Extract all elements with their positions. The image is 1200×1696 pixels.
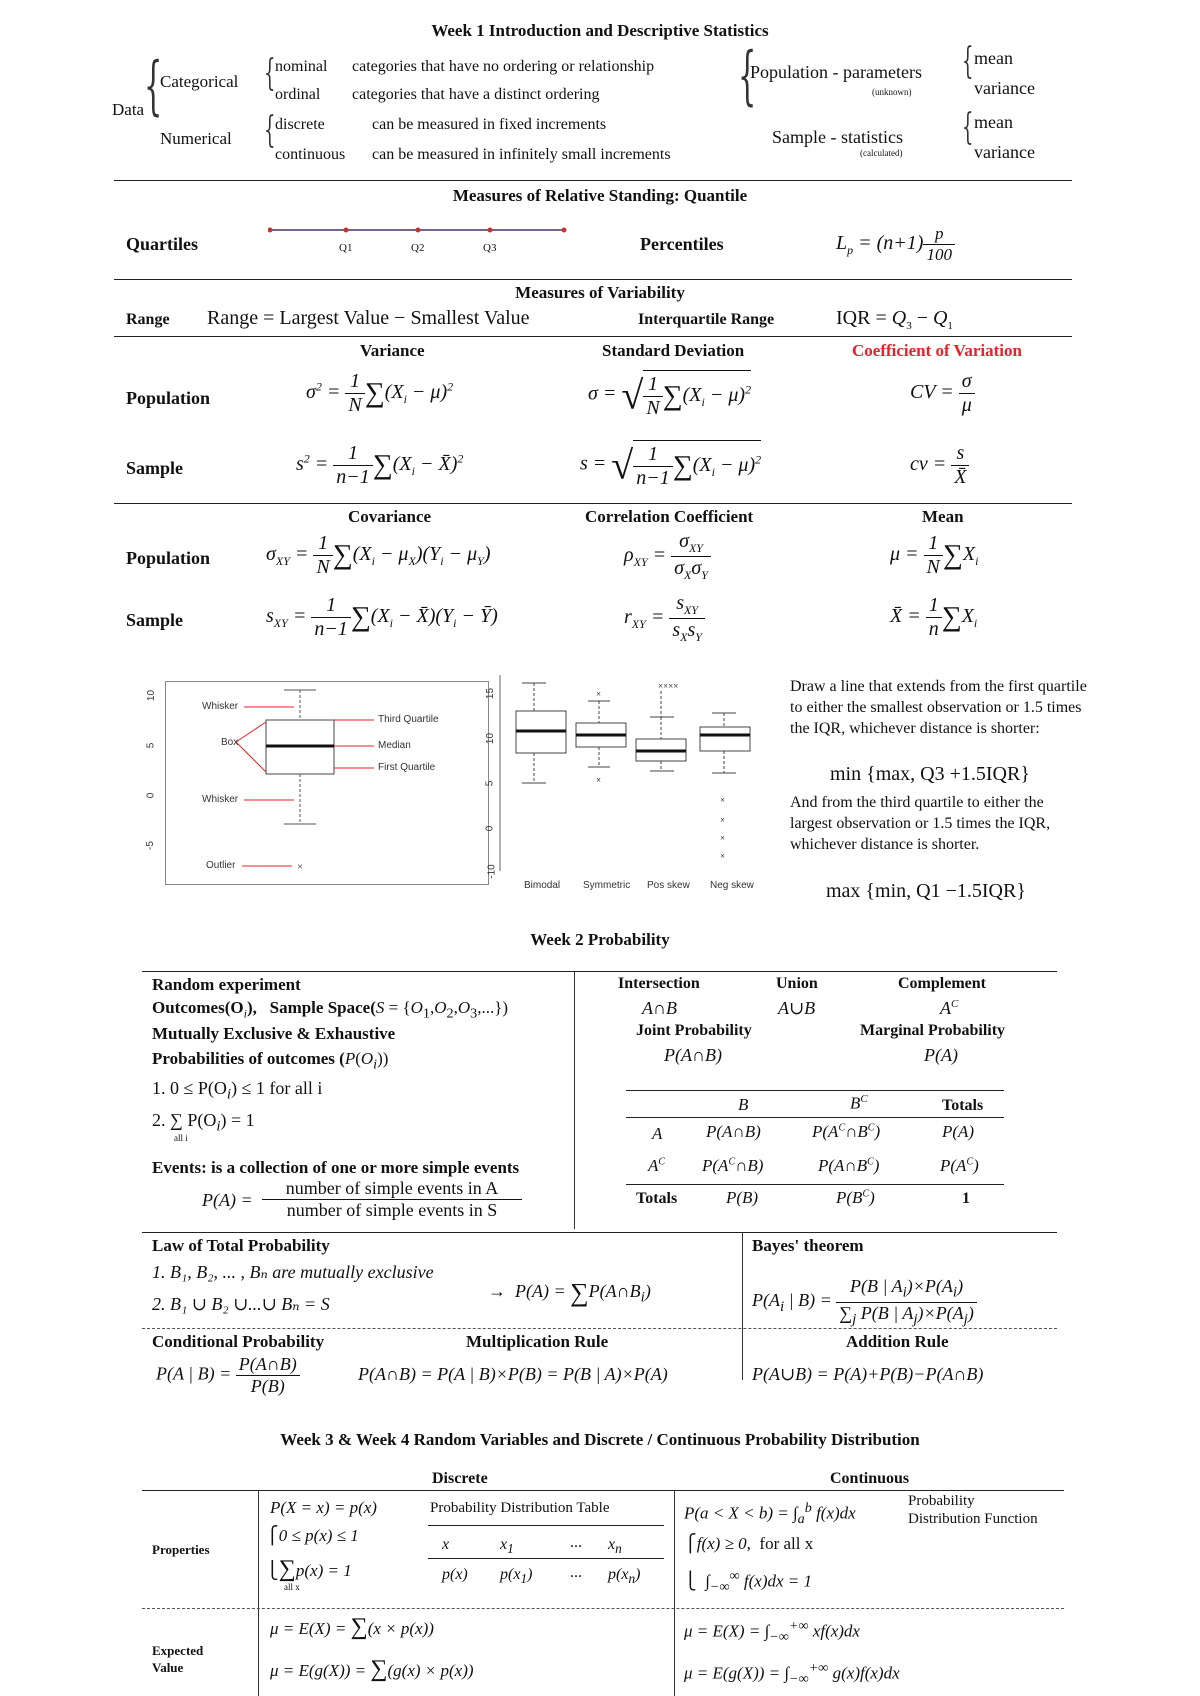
- divider: [428, 1525, 664, 1526]
- prob-outcomes-line: Probabilities of outcomes $(P(O_i))$: [152, 1049, 389, 1073]
- cv-header: Coefficient of Variation: [852, 341, 1022, 360]
- p-a-denominator: number of simple events in S: [286, 1200, 498, 1220]
- union-label: Union: [776, 975, 818, 992]
- addition-label: Addition Rule: [846, 1332, 949, 1351]
- type-ordinal: ordinal: [275, 86, 321, 103]
- pop-sample-brace: {: [738, 39, 757, 113]
- pop-cv-formula: CV = $\frac{\sigma}{\mu}$: [910, 370, 975, 417]
- range-label: Range: [126, 311, 170, 328]
- divider: [674, 1490, 675, 1696]
- pdt-dots-2: ...: [570, 1564, 582, 1581]
- rule1-start: 1. 0 ≤ P(O: [152, 1078, 227, 1098]
- box-label: Box: [221, 737, 239, 748]
- svg-text:×: ×: [720, 815, 726, 825]
- mutually-exclusive: Mutually Exclusive & Exhaustive: [152, 1024, 396, 1043]
- pmf-property-2: ⎩∑p(x) = 1: [266, 1556, 352, 1582]
- divider: [142, 1232, 1057, 1233]
- y-tick: 5: [145, 742, 157, 749]
- total-prob-label: Law of Total Probability: [152, 1236, 330, 1255]
- week1-title: Week 1 Introduction and Descriptive Statistics: [431, 21, 769, 40]
- divider: [114, 279, 1072, 280]
- q3-label: Q3: [483, 242, 497, 254]
- table-cell: P(A): [942, 1122, 975, 1141]
- whisker-bottom-label: Whisker: [202, 794, 239, 805]
- p-a-label: P(A) =: [202, 1190, 253, 1210]
- type-continuous-desc: can be measured in infinitely small increments: [372, 146, 671, 163]
- type-nominal: nominal: [275, 58, 328, 75]
- p-a-fraction: [262, 1178, 522, 1221]
- table-cell: $P(A^C)$: [940, 1156, 979, 1175]
- discrete-expected-formula: μ = E(X) = ∑(x × p(x)): [270, 1614, 434, 1640]
- divider: [742, 1232, 743, 1380]
- sample-variance: variance: [974, 142, 1035, 162]
- divider: [114, 180, 1072, 181]
- divider: [258, 1490, 259, 1696]
- pop-mean: mean: [974, 48, 1013, 68]
- discrete-header: Discrete: [432, 1470, 488, 1487]
- rule2-end: ) = 1: [220, 1110, 255, 1130]
- pdt-pxn: $p(x_n)$: [608, 1566, 641, 1587]
- prob-outcomes-label: Probabilities of outcomes (: [152, 1049, 345, 1068]
- expected-value-label: [152, 1642, 203, 1676]
- total-prob-formula: → $P(A) = \sum P(A\cap B_i)$: [488, 1278, 651, 1307]
- numerical-brace: {: [264, 110, 276, 151]
- divider: [114, 503, 1072, 504]
- sample-label: Sample - statistics: [772, 127, 903, 147]
- pop-brace: {: [962, 41, 974, 82]
- sample-cv-formula: cv = $\frac{s}{X̄}$: [910, 442, 969, 489]
- categorical-brace: {: [264, 53, 276, 94]
- pdt-x1: $x_1$: [500, 1536, 514, 1557]
- pdf-property-1: ⎧f(x) ≥ 0, for all x: [684, 1534, 814, 1553]
- prob-rule-1: 1. $0 \le P(O_i) \le 1$ for all i: [152, 1078, 323, 1103]
- divider: [142, 1328, 1057, 1329]
- quartiles-label: Quartiles: [126, 234, 198, 254]
- multiplication-formula: P(A∩B) = P(A | B)×P(B) = P(B | A)×P(A): [358, 1364, 668, 1384]
- type-ordinal-desc: categories that have a distinct ordering: [352, 86, 600, 103]
- percentiles-label: Percentiles: [640, 234, 724, 254]
- first-quartile-label: First Quartile: [378, 762, 436, 773]
- table-col-b: B: [738, 1095, 749, 1114]
- pdt-xn: $x_n$: [608, 1536, 622, 1557]
- pop-sd-formula: σ = √ $\frac{1}{N}$ $\sum(X_i - \mu)^2$: [588, 370, 751, 420]
- divider: [114, 336, 1072, 337]
- type-continuous: continuous: [275, 146, 346, 163]
- y-tick-2: 0: [484, 825, 496, 832]
- pdf-label-1: Probability: [908, 1493, 975, 1509]
- total-prob-1: 1. B₁, B₂, ... , Bₙ are mutually exclusive: [152, 1262, 434, 1282]
- population-row-label: Population: [126, 388, 211, 408]
- population-row-label-2: Population: [126, 548, 211, 568]
- outcomes-line: $Outcomes(O_i)$, Sample Space(S = $\{O_1,O_2,O_3,...\}$): [152, 998, 509, 1022]
- x-label-neg-skew: Neg skew: [710, 880, 754, 891]
- table-row-totals: Totals: [636, 1190, 678, 1207]
- complement-symbol: $A^C$: [940, 998, 959, 1018]
- p-a-numerator: number of simple events in A: [262, 1178, 522, 1200]
- marginal-probability-symbol: P(A): [924, 1045, 958, 1065]
- table-cell: P(A∩B): [706, 1122, 761, 1141]
- prob-rule-2: 2. ∑ $P(O_i) = 1$: [152, 1110, 255, 1135]
- table-cell: $P(B^C)$: [836, 1188, 875, 1207]
- pop-covariance-formula: $\sigma_{XY}$ = $\frac{1}{N}$ $\sum(X_i - \mu_X)(Y_i - \mu_Y)$: [266, 532, 491, 578]
- boxplot-anatomy-svg: [166, 682, 488, 884]
- joint-probability-label: Joint Probability: [636, 1022, 752, 1039]
- y-tick-2: 5: [484, 780, 496, 787]
- continuous-expected-formula: $\mu = E(X) = \int_{-\infty}^{+\infty}$ xf(x)dx: [684, 1618, 860, 1646]
- categorical-label: Categorical: [160, 72, 239, 91]
- continuous-header: Continuous: [830, 1470, 910, 1487]
- whisker-rule-formula-2: max {min, Q1 −1.5IQR}: [826, 880, 1026, 902]
- sample-row-label-2: Sample: [126, 610, 184, 630]
- y-tick: 10: [146, 689, 158, 702]
- numerical-label: Numerical: [160, 129, 232, 148]
- addition-formula: P(A∪B) = P(A)+P(B)−P(A∩B): [752, 1364, 984, 1384]
- whisker-rule-formula-1: min {max, Q3 +1.5IQR}: [830, 763, 1030, 785]
- table-col-totals: Totals: [942, 1097, 984, 1114]
- data-brace: {: [144, 49, 163, 123]
- q1-label: Q1: [339, 242, 353, 254]
- variability-title: Measures of Variability: [515, 283, 685, 302]
- x-label-bimodal: Bimodal: [524, 880, 561, 891]
- sample-space-label: Sample Space(: [269, 998, 376, 1017]
- conditional-label: Conditional Probability: [152, 1332, 325, 1351]
- outlier-label: Outlier: [206, 860, 236, 871]
- week2-title: Week 2 Probability: [530, 930, 670, 949]
- pdt-px: p(x): [442, 1566, 468, 1583]
- pdf-label: [908, 1492, 1038, 1528]
- y-tick-2: 10: [485, 732, 497, 745]
- correlation-header: Correlation Coefficient: [585, 507, 754, 526]
- mean-header: Mean: [922, 507, 964, 526]
- y-tick: 0: [145, 792, 157, 799]
- svg-text:×: ×: [720, 795, 726, 805]
- boxplot-distributions-svg: [498, 675, 788, 873]
- whisker-top-label: Whisker: [202, 701, 239, 712]
- multiplication-label: Multiplication Rule: [466, 1332, 609, 1351]
- svg-text:×: ×: [596, 689, 602, 699]
- total-prob-2: 2. B₁ ∪ B₂ ∪...∪ Bₙ = S: [152, 1294, 330, 1314]
- y-tick-2: -10: [486, 864, 498, 879]
- sample-mean-formula: X̄ = $\frac{1}{n}$ $\sum X_i$: [890, 594, 978, 640]
- population-note: (unknown): [872, 87, 912, 97]
- joint-probability-symbol: P(A∩B): [664, 1045, 722, 1065]
- sample-brace: {: [962, 107, 974, 148]
- svg-text:××××: ××××: [658, 681, 679, 691]
- boxplot-anatomy-figure: [165, 681, 489, 885]
- expected-label: Expected: [152, 1643, 204, 1658]
- whisker-rule-text-1: Draw a line that extends from the first quartile to either the smallest observation or 1.5 times the IQR, whichever distance is shorter:: [790, 678, 1087, 737]
- properties-label: Properties: [152, 1542, 210, 1557]
- x-label-pos-skew: Pos skew: [647, 880, 690, 891]
- intersection-symbol: A∩B: [642, 998, 677, 1018]
- table-cell: $P(A^C\cap B)$: [702, 1156, 764, 1175]
- value-label: Value: [152, 1660, 184, 1675]
- divider: [142, 971, 1057, 972]
- events-definition: Events: is a collection of one or more simple events: [152, 1158, 520, 1177]
- pdf-property-2: ⎩ $\int_{-\infty}^\infty$ f(x)dx = 1: [684, 1568, 813, 1596]
- table-row-ac: $A^C$: [648, 1156, 666, 1175]
- pmf-property-1: ⎧0 ≤ p(x) ≤ 1: [266, 1526, 359, 1545]
- range-formula: Range = Largest Value − Smallest Value: [207, 307, 530, 329]
- divider: [142, 1608, 1064, 1609]
- whisker-rule-text-2: And from the third quartile to either the largest observation or 1.5 times the IQR, whichever distance is shorter.: [790, 794, 1051, 853]
- boxplot-distributions-figure: [498, 675, 788, 873]
- percentile-formula: $L_p = (n+1)$ $\frac{p}{100}$: [836, 224, 955, 265]
- pop-variance: variance: [974, 78, 1035, 98]
- pdt-x: x: [442, 1536, 450, 1553]
- sample-covariance-formula: $s_{XY}$ = $\frac{1}{n-1}$ $\sum(X_i$ − $X̄)(Y_i$ − Ȳ): [266, 594, 498, 640]
- divider: [626, 1117, 1004, 1118]
- y-tick: -5: [144, 841, 156, 850]
- type-discrete: discrete: [275, 116, 325, 133]
- marginal-probability-label: Marginal Probability: [860, 1022, 1006, 1039]
- type-nominal-desc: categories that have no ordering or relationship: [352, 58, 655, 75]
- sample-sd-formula: s = √ $\frac{1}{n-1}$ $\sum(X_i - \mu)^2$: [580, 440, 761, 490]
- divider: [626, 1090, 1004, 1091]
- intersection-label: Intersection: [618, 975, 700, 992]
- rule2-start: 2. ∑ P(O: [152, 1110, 217, 1130]
- sd-header: Standard Deviation: [602, 341, 745, 360]
- pop-variance-formula: $\sigma^2$ = $\frac{1}{N}$ $\sum(X_i - \mu)^2$: [306, 370, 454, 416]
- bayes-formula: $P(A_i$ | B) = $\frac{P(B | A_i)\times P(A_i)}{\sum_j P(B | A_j)\times P(A_j)}$: [752, 1276, 977, 1328]
- sample-note: (calculated): [860, 148, 903, 158]
- pdt-label: Probability Distribution Table: [430, 1500, 610, 1516]
- x-label-symmetric: Symmetric: [583, 880, 631, 891]
- variance-header: Variance: [360, 341, 425, 360]
- discrete-expected-g-formula: μ = E(g(X)) = ∑(g(x) × p(x)): [270, 1656, 474, 1682]
- rule1-end: ) ≤ 1 for all i: [231, 1078, 323, 1098]
- pdt-dots: ...: [570, 1534, 582, 1551]
- table-cell: $P(A^C\cap B^C)$: [812, 1122, 881, 1141]
- third-quartile-label: Third Quartile: [378, 714, 439, 725]
- union-symbol: A∪B: [778, 998, 816, 1018]
- pop-mean-formula: μ = $\frac{1}{N}$ $\sum X_i$: [890, 532, 979, 578]
- table-cell-one: 1: [962, 1190, 970, 1207]
- divider: [626, 1184, 1004, 1185]
- y-tick-2: 15: [485, 687, 497, 700]
- divider: [142, 1490, 1064, 1491]
- week34-title: Week 3 & Week 4 Random Variables and Discrete / Continuous Probability Distribution: [280, 1430, 920, 1449]
- continuous-expected-g-formula: $\mu = E(g(X)) = \int_{-\infty}^{+\infty}$ g(x)f(x)dx: [684, 1660, 900, 1688]
- all-i-label: all i: [174, 1133, 188, 1143]
- divider: [428, 1558, 664, 1559]
- for-all-x: for all x: [759, 1534, 814, 1553]
- table-cell: P(B): [726, 1188, 759, 1207]
- pdt-px1: $p(x_1)$: [500, 1566, 533, 1587]
- iqr-formula: IQR = $Q_3 - Q_1$: [836, 307, 953, 332]
- outcomes-label: Outcomes(O: [152, 998, 244, 1017]
- table-row-a: A: [652, 1124, 663, 1143]
- covariance-header: Covariance: [348, 507, 432, 526]
- sample-row-label: Sample: [126, 458, 184, 478]
- svg-text:×: ×: [596, 775, 602, 785]
- type-discrete-desc: can be measured in fixed increments: [372, 116, 607, 133]
- all-x-label: all x: [284, 1582, 300, 1592]
- pmf-formula: P(X = x) = p(x): [270, 1498, 377, 1517]
- pop-correlation-formula: $\rho_{XY}$ = $\frac{\sigma_{XY}}{\sigma_X\sigma_Y}$: [624, 530, 711, 583]
- standing-title: Measures of Relative Standing: Quantile: [452, 186, 748, 205]
- iqr-label: Interquartile Range: [638, 311, 775, 328]
- q2-label: Q2: [411, 242, 425, 254]
- data-label: Data: [112, 100, 145, 119]
- divider: [574, 971, 575, 1229]
- sample-correlation-formula: $r_{XY}$ = $\frac{s_{XY}}{s_Xs_Y}$: [624, 592, 705, 645]
- sample-variance-formula: $s^2$ = $\frac{1}{n-1}$ $\sum(X_i$ − X̄)$^2$: [296, 442, 464, 488]
- svg-text:×: ×: [297, 861, 304, 873]
- svg-text:×: ×: [720, 851, 726, 861]
- pdf-formula: $P(a < X < b) = \int_a^b$ f(x)dx: [684, 1500, 856, 1528]
- bayes-label: Bayes' theorem: [752, 1236, 864, 1255]
- random-experiment: Random experiment: [152, 975, 301, 994]
- population-label: Population - parameters: [750, 62, 922, 82]
- svg-text:×: ×: [720, 833, 726, 843]
- pdf-label-2: Distribution Function: [908, 1511, 1038, 1527]
- complement-label: Complement: [898, 975, 986, 992]
- table-col-bc: $B^C$: [850, 1093, 868, 1113]
- sample-mean: mean: [974, 112, 1013, 132]
- median-label: Median: [378, 740, 411, 751]
- table-cell: $P(A\cap B^C)$: [818, 1156, 880, 1175]
- conditional-formula: P(A | B) = $\frac{P(A\cap B)}{P(B)}$: [156, 1354, 300, 1397]
